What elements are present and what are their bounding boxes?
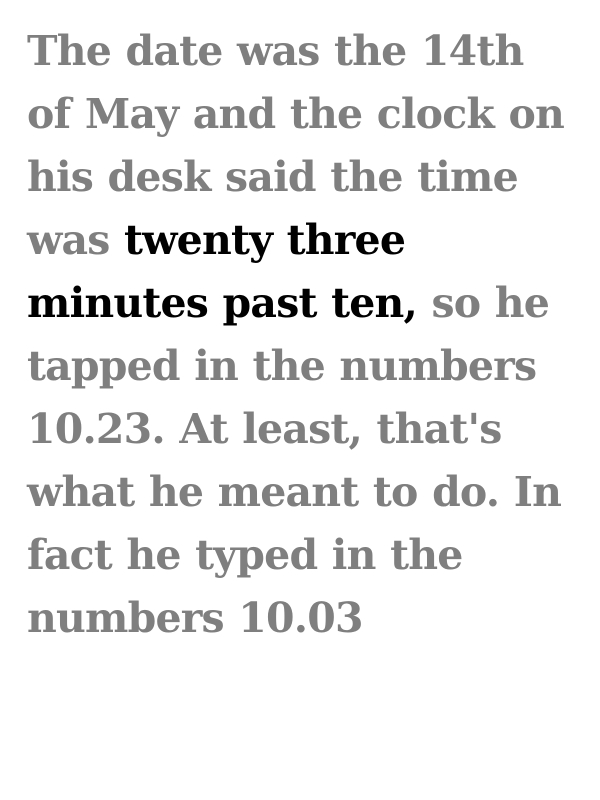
passage-text-after: so he tapped in the numbers 10.23. At least, that's what he meant to do. In fact he typed in the numbers 10.03 <box>27 279 562 642</box>
highlighted-comma: , <box>403 279 418 327</box>
highlighted-phrase: twenty three minutes past ten <box>27 216 406 327</box>
passage-text-before: The date was the 14th of May and the clock on his desk said the time was <box>27 27 565 264</box>
passage-text <box>27 20 580 650</box>
